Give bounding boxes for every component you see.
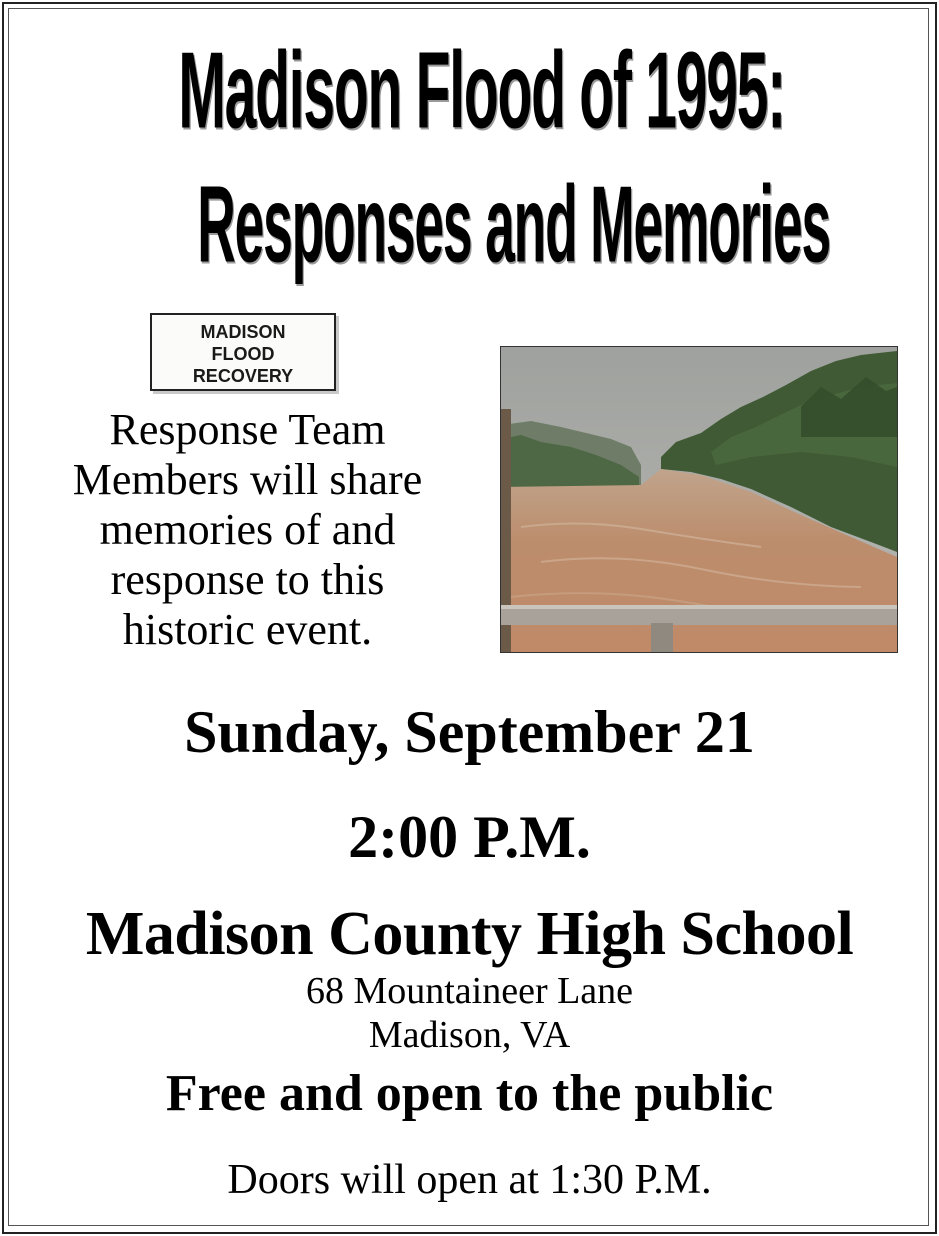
doors-note: Doors will open at 1:30 P.M. <box>227 1157 712 1203</box>
headline-line-2: Responses and Memories <box>197 164 830 285</box>
intro-line-5: historic event. <box>122 605 373 654</box>
intro-line-2: Members will share <box>72 455 423 504</box>
logo-line-1: MADISON <box>200 322 286 342</box>
intro-line-4: response to this <box>110 555 385 604</box>
admission-note: Free and open to the public <box>165 1065 774 1122</box>
address-line-2: Madison, VA <box>368 1014 571 1056</box>
flood-recovery-logo <box>150 313 336 391</box>
intro-text <box>30 405 465 655</box>
flood-photo <box>500 346 898 653</box>
event-date: Sunday, September 21 <box>184 699 755 765</box>
event-time: 2:00 P.M. <box>348 804 591 870</box>
logo-line-3: RECOVERY <box>192 366 294 386</box>
address-line-1: 68 Mountaineer Lane <box>305 970 634 1012</box>
logo-line-2: FLOOD <box>211 344 275 364</box>
event-venue: Madison County High School <box>85 900 854 968</box>
headline-line-1: Madison Flood of 1995: <box>178 30 785 151</box>
intro-line-1: Response Team <box>109 405 386 454</box>
intro-line-3: memories of and <box>99 505 396 554</box>
